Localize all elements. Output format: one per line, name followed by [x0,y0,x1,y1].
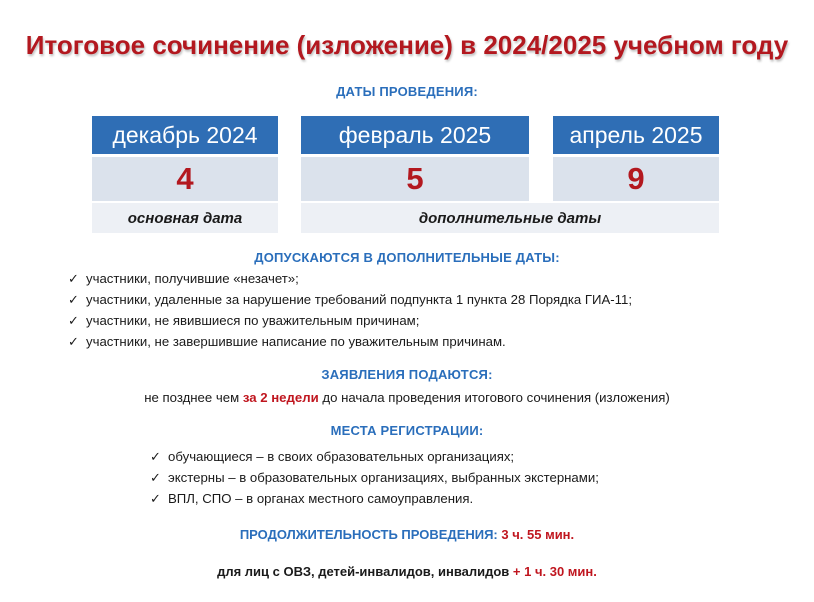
ovz-line [0,564,814,579]
ovz-text: для лиц с ОВЗ, детей-инвалидов, инвалидов [217,564,513,579]
ovz-extra-time: + 1 ч. 30 мин. [512,564,597,579]
list-item-text: участники, удаленные за нарушение требований подпункта 1 пункта 28 Порядка ГИА-11; [86,292,633,307]
list-item-text: ВПЛ, СПО – в органах местного самоуправления. [168,491,474,506]
list-item-text: обучающиеся – в своих образовательных организациях; [168,449,515,464]
additional-dates-label: дополнительные даты [418,209,602,227]
main-date-note [92,203,278,233]
list-item-text: участники, не явившиеся по уважительным причинам; [86,313,420,328]
check-icon: ✓ [68,271,79,286]
day-value: 9 [627,161,645,196]
duration-label: ПРОДОЛЖИТЕЛЬНОСТЬ ПРОВЕДЕНИЯ: [239,527,498,542]
admission-header: ДОПУСКАЮТСЯ В ДОПОЛНИТЕЛЬНЫЕ ДАТЫ: [254,250,560,265]
month-label: декабрь 2024 [112,121,258,148]
page-title: Итоговое сочинение (изложение) в 2024/2025 учебном году [25,30,789,60]
list-item [150,467,599,488]
list-item-text: экстерны – в образовательных организациях, выбранных экстернами; [168,470,599,485]
list-item [68,310,632,331]
day-cell-april [553,157,719,201]
list-item-text: участники, не завершившие написание по уважительным причинам. [86,334,506,349]
check-icon: ✓ [68,292,79,307]
applications-header: ЗАЯВЛЕНИЯ ПОДАЮТСЯ: [321,367,493,382]
list-item [68,289,632,310]
month-cell-december [92,116,278,154]
day-value: 4 [176,161,194,196]
admission-list [68,268,632,352]
applications-text-before: не позднее чем [144,390,243,405]
check-icon: ✓ [150,449,161,464]
additional-dates-note [301,203,719,233]
month-cell-april [553,116,719,154]
check-icon: ✓ [68,334,79,349]
applications-text [0,390,814,405]
list-item [150,446,599,467]
applications-deadline: за 2 недели [242,390,319,405]
dates-header: ДАТЫ ПРОВЕДЕНИЯ: [336,84,478,99]
month-label: апрель 2025 [569,121,703,148]
day-cell-february [301,157,529,201]
list-item-text: участники, получившие «незачет»; [86,271,299,286]
applications-text-after: до начала проведения итогового сочинения (изложения) [318,390,670,405]
check-icon: ✓ [150,470,161,485]
month-cell-february [301,116,529,154]
list-item [68,268,632,289]
duration-line [0,527,814,542]
month-label: февраль 2025 [338,121,492,148]
registration-list [150,446,599,509]
duration-value: 3 ч. 55 мин. [501,527,575,542]
day-cell-december [92,157,278,201]
list-item [150,488,599,509]
list-item [68,331,632,352]
check-icon: ✓ [150,491,161,506]
main-date-label: основная дата [127,209,243,227]
check-icon: ✓ [68,313,79,328]
registration-header: МЕСТА РЕГИСТРАЦИИ: [330,423,484,438]
day-value: 5 [406,161,424,196]
